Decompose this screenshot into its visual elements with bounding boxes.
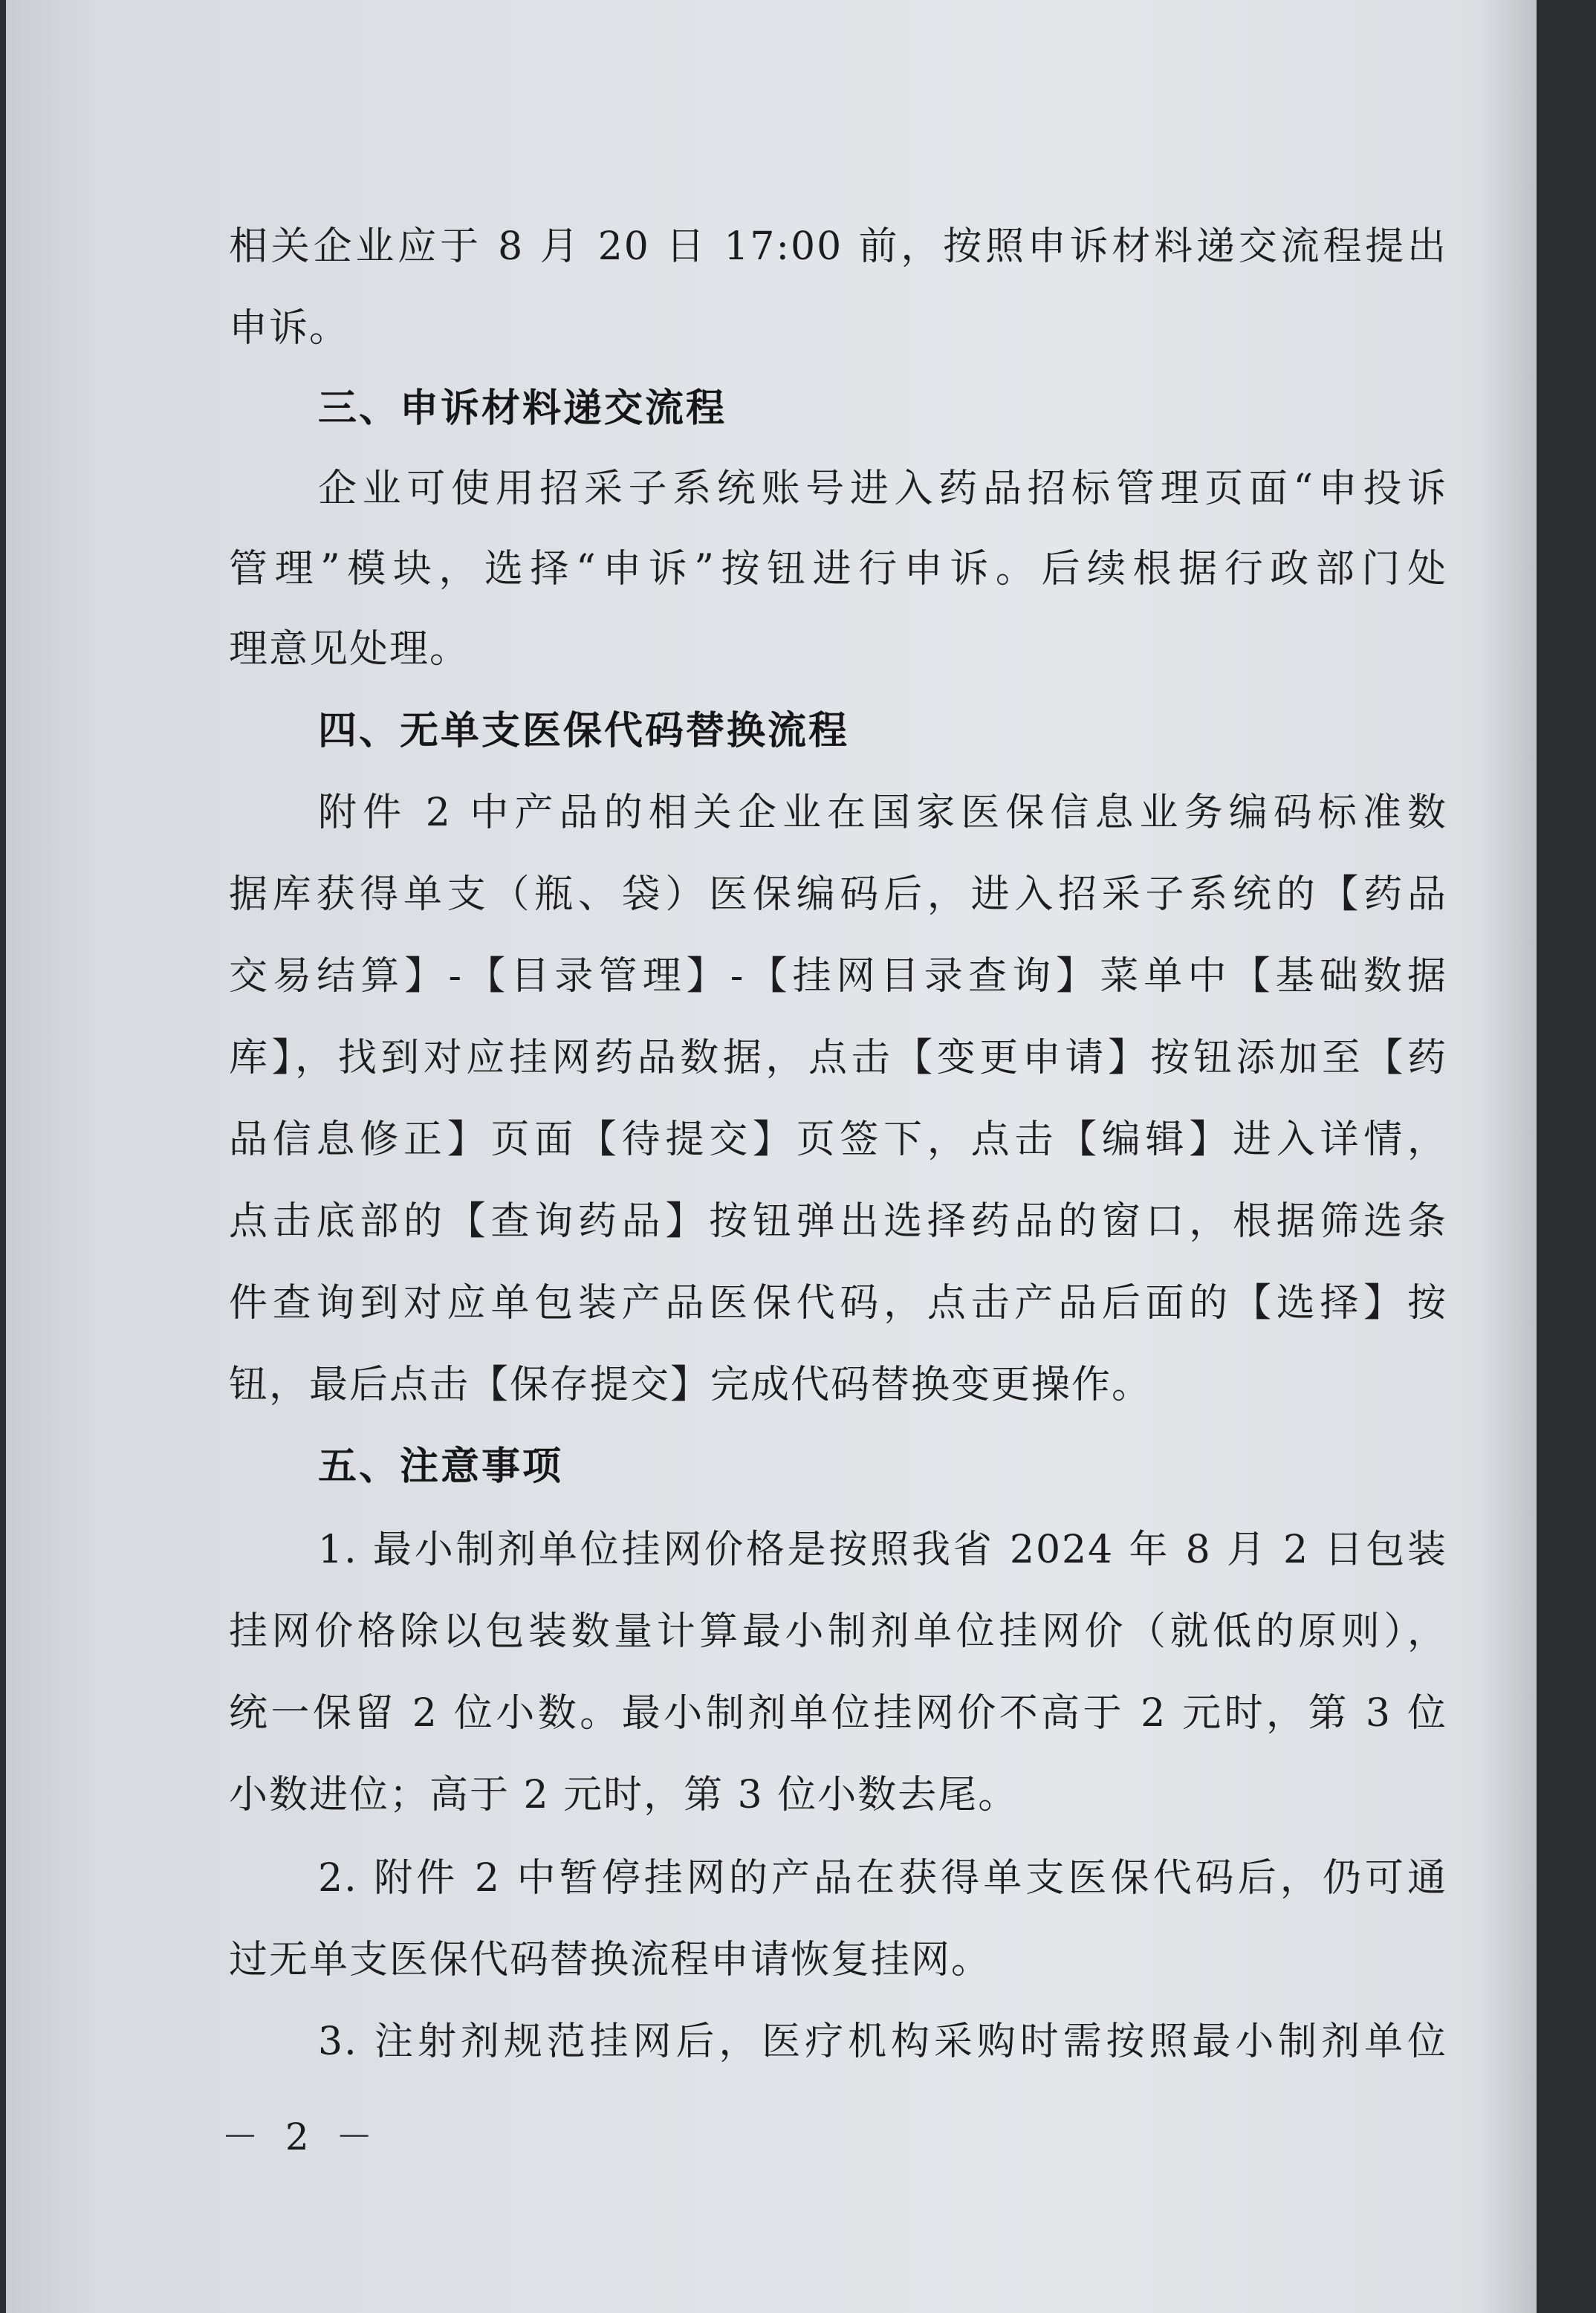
paragraph-line: 品信息修正】页面【待提交】页签下，点击【编辑】进入详情， <box>229 1117 1447 1162</box>
paragraph-line: 挂网价格除以包装数量计算最小制剂单位挂网价（就低的原则）， <box>229 1609 1447 1654</box>
paragraph-line: 1. 最小制剂单位挂网价格是按照我省 2024 年 8 月 2 日包装 <box>318 1528 1447 1572</box>
paragraph-line: 点击底部的【查询药品】按钮弹出选择药品的窗口，根据筛选条 <box>229 1199 1447 1244</box>
paragraph-line: 交易结算】-【目录管理】-【挂网目录查询】菜单中【基础数据 <box>229 954 1447 999</box>
section-heading-4: 四、无单支医保代码替换流程 <box>318 709 850 753</box>
paragraph-line: 件查询到对应单包装产品医保代码，点击产品后面的【选择】按 <box>229 1281 1447 1326</box>
paragraph-line: 2. 附件 2 中暂停挂网的产品在获得单支医保代码后，仍可通 <box>318 1856 1447 1901</box>
paragraph-line: 小数进位；高于 2 元时，第 3 位小数去尾。 <box>229 1773 1019 1817</box>
paragraph-line: 据库获得单支（瓶、袋）医保编码后，进入招采子系统的【药品 <box>229 872 1447 917</box>
paragraph-line: 3. 注射剂规范挂网后，医疗机构采购时需按照最小制剂单位 <box>318 2020 1447 2064</box>
paragraph-line: 相关企业应于 8 月 20 日 17:00 前，按照申诉材料递交流程提出 <box>229 224 1447 269</box>
paragraph-line: 管理”模块，选择“申诉”按钮进行申诉。后续根据行政部门处 <box>229 547 1447 591</box>
section-heading-3: 三、申诉材料递交流程 <box>318 386 727 431</box>
paragraph-line: 企业可使用招采子系统账号进入药品招标管理页面“申投诉 <box>318 467 1447 511</box>
section-heading-5: 五、注意事项 <box>318 1444 564 1489</box>
document-page <box>6 0 1537 2313</box>
page-edge-shadow <box>1477 0 1537 2313</box>
paragraph-line: 理意见处理。 <box>229 627 470 672</box>
paragraph-line: 过无单支医保代码替换流程申请恢复挂网。 <box>229 1938 992 1982</box>
paragraph-line: 钮，最后点击【保存提交】完成代码替换变更操作。 <box>229 1363 1152 1407</box>
page-number: － 2 － <box>221 2115 380 2158</box>
paragraph-line: 附件 2 中产品的相关企业在国家医保信息业务编码标准数 <box>318 791 1447 835</box>
paragraph-line: 库】，找到对应挂网药品数据，点击【变更申请】按钮添加至【药 <box>229 1036 1447 1080</box>
paragraph-line: 统一保留 2 位小数。最小制剂单位挂网价不高于 2 元时，第 3 位 <box>229 1691 1447 1736</box>
paragraph-line: 申诉。 <box>229 306 350 351</box>
